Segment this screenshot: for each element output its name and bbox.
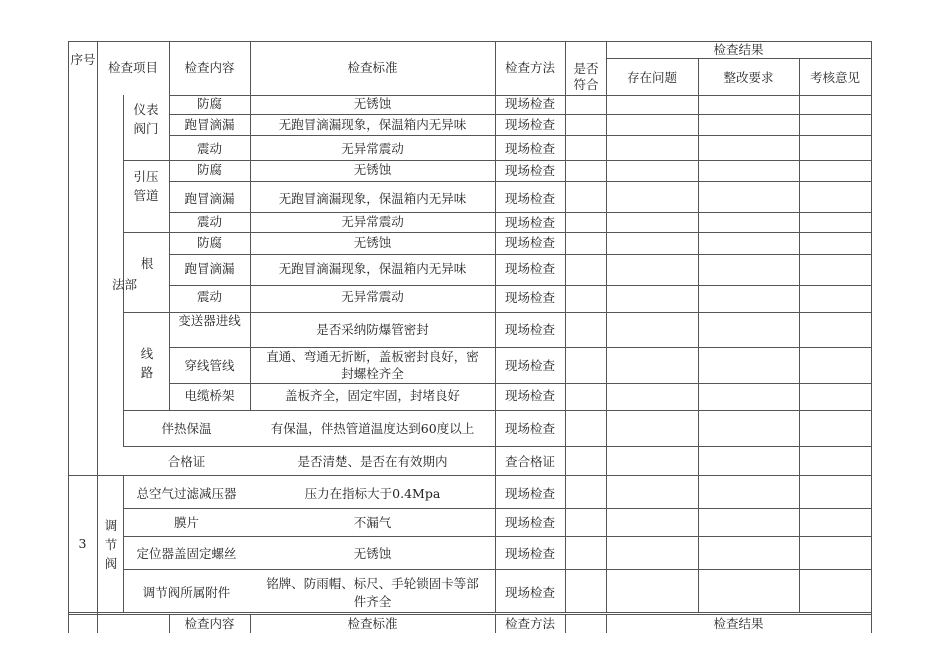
row-content: 总空气过滤减压器 [136, 486, 237, 501]
row-standard: 无跑冒滴漏现象，保温箱内无异味 [278, 191, 467, 206]
row-content: 合格证 [167, 454, 206, 469]
row-content: 震动 [196, 141, 222, 156]
row-content: 穿线管线 [184, 358, 235, 373]
row-content: 防腐 [196, 96, 222, 111]
row-method: 现场检查 [504, 191, 555, 206]
row-content: 跑冒滴漏 [184, 261, 235, 276]
row-method: 现场检查 [504, 290, 555, 305]
header-standard: 检查标准 [347, 60, 398, 75]
row-method: 现场检查 [504, 421, 555, 436]
row-standard: 无锈蚀 [353, 235, 392, 250]
row-content: 跑冒滴漏 [184, 117, 235, 132]
row-method: 现场检查 [504, 546, 555, 561]
row-content: 变送器进线 [178, 313, 241, 328]
group-root: 根 [140, 256, 154, 271]
header-result: 检查结果 [713, 42, 764, 57]
header-opinion: 考核意见 [809, 70, 860, 85]
row-method: 现场检查 [504, 388, 555, 403]
row-method: 现场检查 [504, 235, 555, 250]
row-content: 电缆桥架 [184, 388, 235, 403]
row-standard-line-2: 封螺栓齐全 [341, 366, 404, 381]
row-standard: 无跑冒滴漏现象，保温箱内无异味 [278, 117, 467, 132]
row-standard: 不漏气 [353, 515, 392, 530]
header-seq: 序号 [70, 52, 96, 67]
header-item: 检查项目 [107, 60, 158, 75]
row-standard: 盖板齐全，固定牢固，封堵良好 [284, 388, 460, 403]
footer-method: 检查方法 [504, 616, 555, 631]
row-content: 调节阀所属附件 [142, 585, 231, 600]
row-standard: 无锈蚀 [353, 96, 392, 111]
row-content: 膜片 [173, 515, 199, 530]
row-method: 查合格证 [504, 454, 555, 469]
footer-result: 检查结果 [713, 616, 764, 631]
row-standard: 无异常震动 [341, 214, 404, 229]
row-standard: 是否清楚、是否在有效期内 [297, 454, 448, 469]
group-impulse-pipe: 引压管道 [133, 169, 159, 203]
row-content: 跑冒滴漏 [184, 191, 235, 206]
footer-content: 检查内容 [184, 616, 235, 631]
footer-standard: 检查标准 [347, 616, 398, 631]
row-content: 震动 [196, 289, 222, 304]
section-3-number: 3 [78, 536, 87, 551]
group-line: 线路 [140, 346, 154, 380]
row-standard: 无跑冒滴漏现象，保温箱内无异味 [278, 261, 467, 276]
row-standard: 无锈蚀 [353, 546, 392, 561]
row-method: 现场检查 [504, 141, 555, 156]
row-standard: 无锈蚀 [353, 162, 392, 177]
row-method: 现场检查 [504, 96, 555, 111]
row-method: 现场检查 [504, 585, 555, 600]
row-method: 现场检查 [504, 322, 555, 337]
row-content: 定位器盖固定螺丝 [136, 546, 237, 561]
group-regulating-valve: 调节阀 [104, 518, 118, 571]
group-instrument-valve: 仪表阀门 [133, 102, 159, 136]
row-standard: 是否采纳防爆管密封 [316, 322, 429, 337]
row-standard: 无异常震动 [341, 289, 404, 304]
row-standard: 有保温，伴热管道温度达到60度以上 [270, 421, 475, 436]
row-method: 现场检查 [504, 486, 555, 501]
header-conform: 是否符合 [573, 61, 599, 92]
row-method: 现场检查 [504, 163, 555, 178]
row-standard: 无异常震动 [341, 141, 404, 156]
row-content: 防腐 [196, 162, 222, 177]
row-content: 伴热保温 [161, 421, 212, 436]
row-method: 现场检查 [504, 358, 555, 373]
row-method: 现场检查 [504, 117, 555, 132]
row-method: 现场检查 [504, 261, 555, 276]
header-method: 检查方法 [504, 60, 555, 75]
row-method: 现场检查 [504, 515, 555, 530]
row-standard-line-1: 直通、弯通无折断，盖板密封良好，密 [266, 349, 479, 364]
group-root-suffix: 法部 [112, 277, 138, 292]
row-content: 震动 [196, 214, 222, 229]
header-problem: 存在问题 [626, 70, 677, 85]
row-standard-line-2: 件齐全 [353, 594, 392, 609]
header-rectify: 整改要求 [723, 70, 774, 85]
row-standard-line-1: 铭牌、防雨帽、标尺、手轮锁固卡等部 [266, 576, 479, 591]
row-standard: 压力在指标大于0.4Mpa [304, 486, 441, 501]
row-method: 现场检查 [504, 215, 555, 230]
header-content: 检查内容 [184, 60, 235, 75]
row-content: 防腐 [196, 235, 222, 250]
